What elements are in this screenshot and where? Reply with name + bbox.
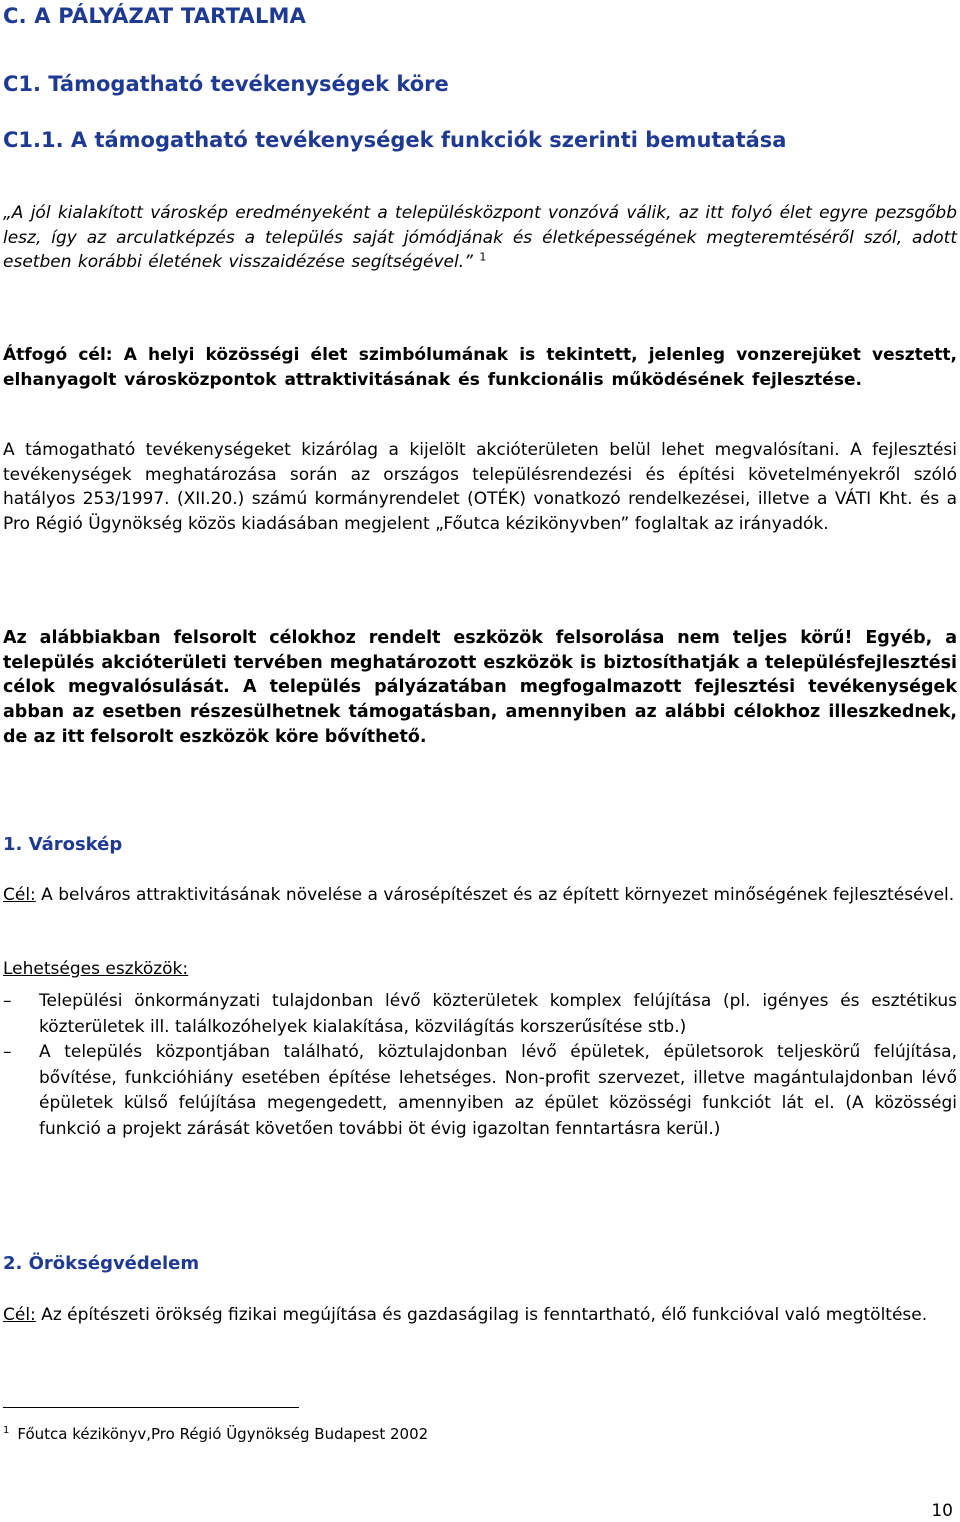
list-item-text: A település központjában található, köztulajdonban lévő épületek, épületsorok teljeskörű felújítása, bővítése, funkcióhiány esetében építése lehetséges. Non-profit szervezet, illetve magántulajdonban lévő épületek külső felújítása megengedett, amennyiben az épület közösségi funkciót lát el. (A közösségi funkció a projekt zárását követően további öt évig igazoltan fenntartásra kerül.) bbox=[39, 1042, 957, 1139]
dash-bullet: – bbox=[3, 1042, 12, 1062]
quote-paragraph bbox=[3, 201, 957, 275]
subsection-title: C1. Támogatható tevékenységek köre bbox=[3, 72, 449, 96]
page-number: 10 bbox=[931, 1501, 953, 1521]
activities-paragraph: A támogatható tevékenységeket kizárólag a kijelölt akcióterületen belül lehet megvalósítani. A fejlesztési tevékenységek meghatározása során az országos településrendezési és építési követelményekről szóló hatályos 253/1997. (XII.20.) számú kormányrendelet (OTÉK) vonatkozó rendelkezései, illetve a VÁTI Kht. és a Pro Régió Ügynökség közös kiadásában megjelent „Főutca kézikönyvben” foglaltak az irányadók. bbox=[3, 440, 957, 535]
quote-text: „A jól kialakított városkép eredményeként a településközpont vonzóvá válik, az itt folyó élet egyre pezsgőbb lesz, így az arculatképzés a település saját jómódjának és életképességének megteremtéséről szól, adott esetben korábbi életének visszaidézése segítségével.” bbox=[3, 203, 957, 273]
list-item-text: Települési önkormányzati tulajdonban lévő közterületek komplex felújítása (pl. igényes és esztétikus közterületek ill. találkozóhelyek kialakítása, közvilágítás korszerűsítése stb.) bbox=[39, 991, 957, 1037]
goal-text: A belváros attraktivitásának növelése a városépítészet és az épített környezet minőségének fejlesztésével. bbox=[35, 885, 955, 905]
topic-heading-heritage: 2. Örökségvédelem bbox=[3, 1253, 200, 1274]
footnote-reference[interactable]: 1 bbox=[479, 250, 487, 264]
possible-tools-label: Lehetséges eszközök: bbox=[3, 959, 189, 979]
list-item bbox=[3, 989, 957, 1040]
footnote-text: Főutca kézikönyv,Pro Régió Ügynökség Budapest 2002 bbox=[17, 1425, 429, 1443]
footnote bbox=[3, 1425, 428, 1443]
list-item bbox=[3, 1040, 957, 1142]
footnote-divider bbox=[3, 1407, 299, 1408]
goal-label: Cél: bbox=[3, 885, 36, 905]
overall-goal-paragraph: Átfogó cél: A helyi közösségi élet szimbólumának is tekintett, jelenleg vonzerejüket vesztett, elhanyagolt városközpontok attraktivitásának és funkcionális működésének fejlesztése. bbox=[3, 345, 957, 390]
topic-goal-heritage bbox=[3, 1303, 957, 1328]
goal-label: Cél: bbox=[3, 1305, 36, 1325]
topic-heading-cityscape: 1. Városkép bbox=[3, 834, 123, 855]
tools-list bbox=[3, 989, 957, 1142]
subsubsection-title: C1.1. A támogatható tevékenységek funkciók szerinti bemutatása bbox=[3, 128, 787, 152]
section-title: C. A PÁLYÁZAT TARTALMA bbox=[3, 4, 307, 28]
topic-goal-cityscape bbox=[3, 883, 957, 908]
goal-text: Az építészeti örökség fizikai megújítása és gazdaságilag is fenntartható, élő funkcióval való megtöltése. bbox=[35, 1305, 928, 1325]
tools-notice-paragraph: Az alábbiakban felsorolt célokhoz rendelt eszközök felsorolása nem teljes körű! Egyéb, a település akcióterületi tervében meghatározott eszközök is biztosíthatják a településfejlesztési célok megvalósulását. A település pályázatában megfogalmazott fejlesztési tevékenységek abban az esetben részesülhetnek támogatásban, amennyiben az alábbi célokhoz illeszkednek, de az itt felsorolt eszközök köre bővíthető. bbox=[3, 628, 957, 747]
dash-bullet: – bbox=[3, 991, 12, 1011]
footnote-number: 1 bbox=[3, 1425, 10, 1436]
